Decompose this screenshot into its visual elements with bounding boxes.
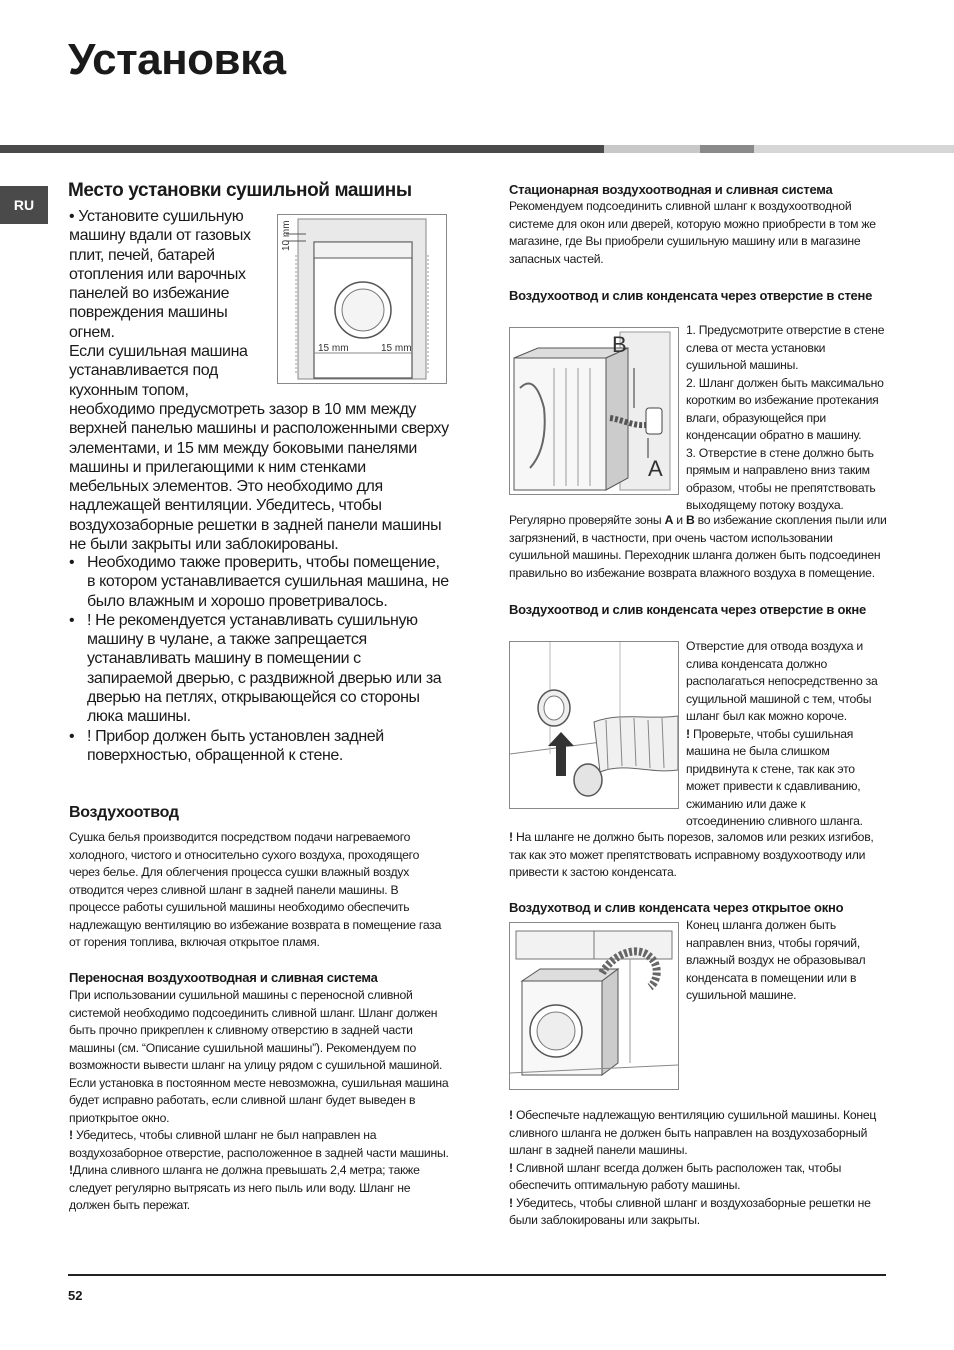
wall-vent-figure	[509, 327, 679, 495]
open-window-title: Воздухотвод и слив конденсата через открытое окно	[509, 900, 844, 915]
page-number: 52	[68, 1288, 83, 1303]
portable-title: Переносная воздухоотводная и сливная система	[69, 970, 378, 985]
wall-note: Регулярно проверяйте зоны A и B во избежание скопления пыли или загрязнений, в частности, при очень частом использовании сушильной машины. Переходник шланга должен быть подсоединен правильно во избежание возврата влажного воздуха в помещение.	[509, 513, 887, 580]
intro-wrapped: • Установите сушильную машину вдали от газовых плит, печей, батарей отопления или варочных панелей во избежание повреждения машины огнем. Если сушильная машина устанавливается под кухонным топом,	[69, 208, 251, 399]
install-bullets	[69, 553, 449, 765]
vent-title: Воздухоотвод	[69, 804, 179, 821]
bullet-item: • ! Не рекомендуется устанавливать сушильную машину в чулане, а также запрещается устанавливать машину в помещении с запираемой дверью, с раздвижной дверью или за дверью на петлях, открывающейся со стороны люка машины.	[69, 611, 449, 727]
open-window-figure	[509, 922, 679, 1090]
clearance-figure	[277, 214, 447, 384]
final-warnings: ! Обеспечьте надлежащую вентиляцию сушильной машины. Конец сливного шланга не должен быть направлен на воздухозаборный шланг в задней панели машины. ! Сливной шланг всегда должен быть расположен так, чтобы обеспечить оптимальную работу машины. ! Убедитесь, чтобы сливной шланг и воздухозаборные решетки не были заблокированы или закрыты.	[509, 1108, 877, 1227]
footer-rule	[68, 1274, 886, 1276]
top-gap-label: 10 mm	[281, 220, 292, 251]
wall-title: Воздухоотвод и слив конденсата через отверстие в стене	[509, 288, 873, 303]
bullet-item: • Необходимо также проверить, чтобы помещение, в котором устанавливается сушильная машина, не было влажным и хорошо проветривалось.	[69, 553, 449, 611]
page-title: Установка	[68, 35, 286, 84]
window-warning: ! На шланге не должно быть порезов, заломов или резких изгибов, так как это может препятствовать исправному воздухоотводу или привести к застою конденсата.	[509, 830, 874, 879]
window-vent-figure	[509, 641, 679, 809]
stationary-text: Рекомендуем подсоединить сливной шланг к воздухоотводной системе для окон или дверей, которую можно приобрести в том же магазине, где Вы приобрели сушильную машину или в магазине запасных частей.	[509, 199, 876, 266]
right-gap-label: 15 mm	[381, 343, 412, 354]
language-tag: RU	[0, 186, 48, 224]
intro-full: необходимо предусмотреть зазор в 10 мм между верхней панелью машины и расположенными сверху элементами, и 15 мм между боковыми панелями машины и прилегающими к ним стенками мебельных элементов. Это необходимо для надлежащей вентиляции. Убедитесь, чтобы воздухозаборные решетки в задней панели машины не были закрыты или заблокированы.	[69, 401, 449, 554]
bullet-item: • ! Прибор должен быть установлен задней поверхностью, обращенной к стене.	[69, 727, 449, 766]
window-text: Отверстие для отвода воздуха и слива конденсата должно располагаться непосредственно за сущильной машиной с тем, чтобы шланг был как можно короче. ! Проверьте, чтобы сушильная машина не была слишком придвинута к стене, так как это может привести к сдавливанию, сжиманию или даже к отсоединению сливного шланга.	[686, 639, 878, 828]
zone-a-label: A	[648, 456, 663, 481]
wall-steps: 1. Предусмотрите отверстие в стене слева от места установки сушильной машины. 2. Шланг должен быть максимально коротким во избежание протекания влаги, образующейся при конденсации обратно в машину. 3. Отверстие в стене должно быть прямым и направлено вниз таким образом, чтобы не препятствовать выходящему потоку воздуха.	[686, 323, 885, 512]
portable-body: При использовании сушильной машины с переносной сливной системой необходимо подсоединить сливной шланг. Шланг должен быть прочно прикреплен к сливному отверстию в задней части машины (см. “Описание сушильной машины”). Рекомендуем по возможности вывести шланг на улицу рядом с сушильной машиной. Если установка в постоянном месте невозможна, сушильная машина будет исправно работать, если сливной шланг будет выведен в приоткрытое окно. ! Убедитесь, чтобы сливной шланг не был направлен на воздухозаборное отверстие, расположенное в задней части машины. !Длина сливного шланга не должна превышать 2,4 метра; также следует регулярно вытрясать из него пыль или воду. Шланг не должен быть пережат.	[69, 988, 449, 1212]
window-title: Воздухоотвод и слив конденсата через отверстие в окне	[509, 602, 866, 617]
left-gap-label: 15 mm	[318, 343, 349, 354]
vent-text: Сушка белья производится посредством подачи нагреваемого холодного, чистого и относительно сухого воздуха, проходящего через белье. Для облегчения процесса сушки влажный воздух отводится через сливной шланг в задней панели машины. В процессе работы сушильной машины необходимо обеспечить надлежащую вентиляцию во избежание возврата в помещение газа от горения топлива, включая открытое пламя.	[69, 830, 442, 949]
stationary-title: Стационарная воздухоотводная и сливная система	[509, 182, 833, 197]
open-window-text: Конец шланга должен быть направлен вниз, чтобы горячий, влажный воздух не образовывал конденсата в помещении или в сушильной машине.	[686, 918, 866, 1002]
zone-b-label: B	[612, 332, 627, 357]
install-location-title: Место установки сушильной машины	[68, 180, 412, 201]
header-rule	[0, 145, 954, 153]
